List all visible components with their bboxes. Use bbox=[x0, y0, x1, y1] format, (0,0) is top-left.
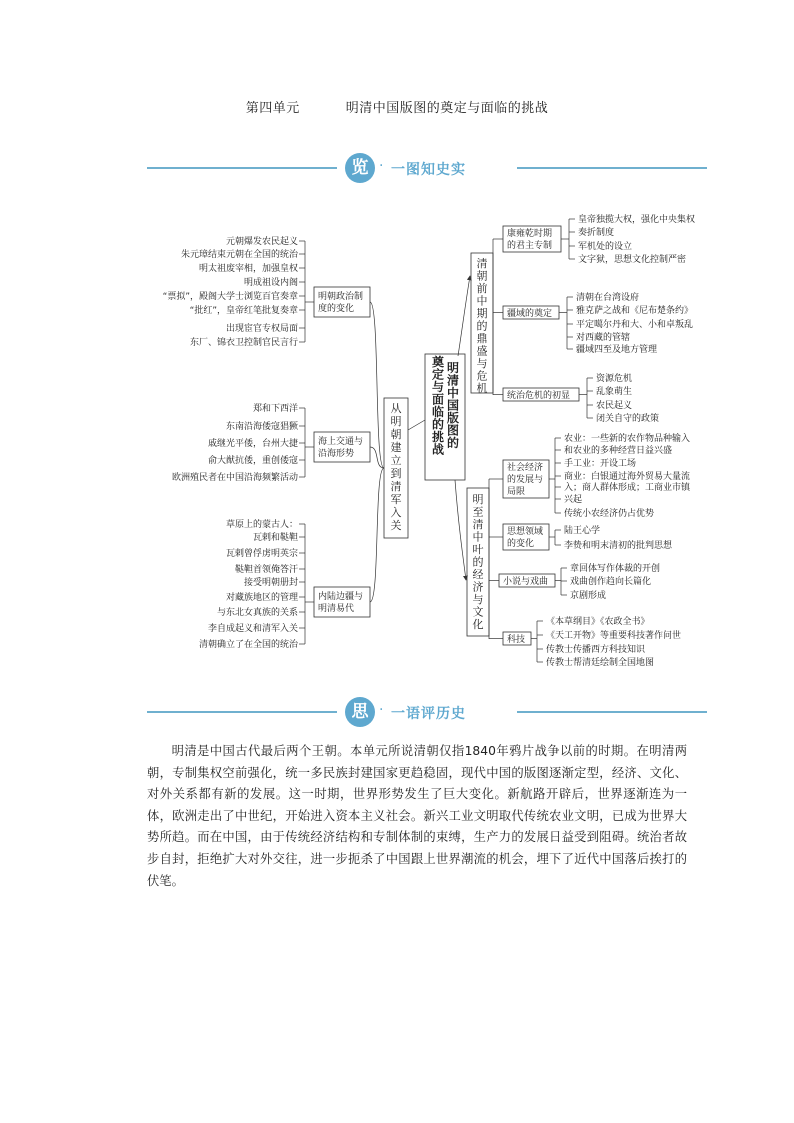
right-item: 商业：白银通过海外贸易大量流 bbox=[564, 472, 691, 482]
right-top-node-label: 前 bbox=[476, 282, 488, 295]
left-main-node-label: 从 bbox=[390, 402, 402, 415]
right-item: 雅克萨之战和《尼布楚条约》 bbox=[576, 306, 694, 316]
right-item: 农民起义 bbox=[596, 401, 633, 411]
left-item: 朱元璋结束元朝在全国的统治 bbox=[180, 250, 298, 260]
center-node-label: 战 bbox=[431, 442, 445, 457]
banner-subtitle: 一图知史实 bbox=[391, 162, 466, 178]
connector bbox=[370, 468, 384, 602]
right-item: 资源危机 bbox=[596, 374, 633, 384]
banner-dot: · bbox=[379, 158, 384, 174]
center-node-label: 明 bbox=[446, 361, 460, 375]
right-item: 文字狱，思想文化控制严密 bbox=[578, 255, 687, 265]
right-top-node-label: 清 bbox=[476, 257, 488, 270]
right-bottom-node-label: 化 bbox=[472, 618, 484, 631]
left-item: 明太祖废宰相，加强皇权 bbox=[198, 264, 298, 274]
right-group-label: 科技 bbox=[507, 635, 526, 645]
left-main-node-label: 军 bbox=[390, 493, 402, 506]
right-bottom-node-label: 叶 bbox=[472, 543, 484, 556]
right-bottom-node-label: 与 bbox=[472, 593, 484, 606]
right-item: 《本草纲目》《农政全书》 bbox=[546, 617, 650, 627]
center-node-label: 定 bbox=[431, 367, 445, 382]
left-group-label: 沿海形势 bbox=[318, 449, 355, 459]
center-node-label: 清 bbox=[446, 373, 460, 388]
left-group-label: 明朝政治制 bbox=[318, 292, 364, 302]
right-item: 传教士传播西方科技知识 bbox=[546, 645, 646, 655]
left-item: 东南沿海倭寇猖獗 bbox=[225, 422, 298, 432]
left-item: 东厂、锦衣卫控制官民言行 bbox=[189, 338, 298, 348]
right-item: 奏折制度 bbox=[578, 228, 615, 238]
right-item: 入；商人群体形成；工商业市镇 bbox=[564, 483, 691, 493]
right-bottom-node-label: 至 bbox=[472, 505, 484, 519]
center-node-label: 临 bbox=[431, 405, 445, 419]
center-node-label: 奠 bbox=[431, 355, 445, 369]
arrow bbox=[455, 480, 466, 580]
left-item: “票拟”，殿阁大学士浏览百官奏章 bbox=[162, 292, 298, 302]
left-item: 俞大猷抗倭，重创倭寇 bbox=[207, 456, 298, 466]
left-item: 对藏族地区的管理 bbox=[225, 593, 298, 603]
right-top-node-label: 中 bbox=[476, 294, 488, 308]
right-top-node-label: 朝 bbox=[476, 269, 488, 283]
left-main-node-label: 建 bbox=[390, 441, 402, 454]
right-top-node-label: 盛 bbox=[476, 344, 488, 358]
left-item: 草原上的蒙古人： bbox=[225, 520, 298, 530]
right-group-label: 的君主专制 bbox=[507, 241, 553, 251]
left-main-node-label: 明 bbox=[390, 415, 402, 428]
banner-icon: 思 bbox=[345, 697, 375, 727]
right-group-label: 的发展与 bbox=[507, 475, 544, 485]
left-main-node-label: 朝 bbox=[390, 428, 402, 441]
right-group-label: 小说与戏曲 bbox=[503, 577, 549, 587]
right-top-node-label: 与 bbox=[476, 357, 488, 370]
left-item: 鞑靼首领俺答汗 bbox=[234, 565, 298, 575]
right-item: 乱象萌生 bbox=[596, 387, 633, 397]
center-node-label: 图 bbox=[446, 423, 460, 438]
right-item: 和农业的多种经营日益兴盛 bbox=[564, 446, 673, 456]
right-item: 皇帝独揽大权，强化中央集权 bbox=[578, 215, 696, 225]
left-item: 戚继光平倭，台州大捷 bbox=[207, 439, 298, 449]
left-item: 瓦剌曾俘虏明英宗 bbox=[225, 549, 298, 559]
left-item: 郑和下西洋 bbox=[252, 404, 298, 414]
left-group-label: 内陆边疆与 bbox=[318, 592, 364, 602]
center-node-label: 挑 bbox=[431, 430, 445, 444]
left-item: 出现宦官专权局面 bbox=[225, 324, 298, 334]
right-group-label: 局限 bbox=[507, 487, 526, 497]
right-top-node-label: 机 bbox=[476, 382, 488, 395]
left-item: 元朝爆发农民起义 bbox=[225, 237, 298, 247]
right-bottom-node-label: 文 bbox=[472, 605, 484, 619]
left-group-label: 明清易代 bbox=[318, 604, 355, 614]
left-item: 清朝确立了在全国的统治 bbox=[198, 640, 298, 650]
banner-divider-left bbox=[147, 711, 337, 713]
right-item: 疆域四至及地方管理 bbox=[576, 345, 658, 355]
left-main-node-label: 关 bbox=[390, 519, 402, 532]
left-group-label: 度的变化 bbox=[318, 304, 355, 314]
right-item: 清朝在台湾设府 bbox=[576, 293, 640, 303]
right-group-label: 的变化 bbox=[507, 539, 535, 549]
right-item: 传教士帮清廷绘制全国地图 bbox=[546, 658, 655, 668]
connector bbox=[370, 302, 384, 468]
right-item: 农业：一些新的农作物品种输入 bbox=[564, 434, 691, 444]
left-item: 明成祖设内阁 bbox=[243, 278, 298, 288]
left-main-node-label: 到 bbox=[390, 467, 402, 480]
right-bottom-node-label: 济 bbox=[472, 580, 484, 594]
right-item: 对西藏的管辖 bbox=[576, 333, 631, 343]
left-item: 与东北女真族的关系 bbox=[216, 608, 298, 618]
right-top-node-label: 的 bbox=[476, 319, 488, 333]
banner-divider-right bbox=[517, 711, 707, 713]
left-main-node-label: 清 bbox=[390, 480, 402, 493]
right-top-node-label: 期 bbox=[476, 307, 488, 320]
left-item: 接受明朝册封 bbox=[243, 578, 298, 588]
right-item: 戏曲创作趋向长篇化 bbox=[570, 577, 652, 587]
unit-label: 第四单元 bbox=[245, 101, 300, 116]
right-group-label: 社会经济 bbox=[507, 463, 544, 473]
center-node-label: 与 bbox=[431, 380, 445, 394]
right-item: 兴起 bbox=[564, 495, 583, 505]
banner-icon: 览 bbox=[345, 153, 375, 183]
right-item: 手工业：开设工场 bbox=[564, 459, 637, 469]
right-group-label: 疆域的奠定 bbox=[507, 309, 553, 319]
right-item: 军机处的设立 bbox=[578, 242, 633, 252]
center-node-label: 国 bbox=[446, 398, 460, 413]
center-node-label: 的 bbox=[431, 417, 445, 432]
left-main-node-label: 立 bbox=[390, 454, 402, 467]
left-item: 欧洲殖民者在中国沿海频繁活动 bbox=[171, 473, 298, 483]
right-item: 章回体写作体裁的开创 bbox=[570, 564, 661, 574]
banner-subtitle: 一语评历史 bbox=[391, 706, 466, 722]
center-node-label: 面 bbox=[431, 392, 445, 407]
center-node-label: 中 bbox=[446, 386, 460, 400]
left-item: 李自成起义和清军入关 bbox=[207, 624, 298, 634]
center-node-label: 的 bbox=[446, 436, 460, 450]
left-item: “批红”，皇帝红笔批复奏章 bbox=[189, 306, 298, 316]
right-bottom-node-label: 的 bbox=[472, 555, 484, 569]
right-bottom-node-label: 明 bbox=[472, 493, 484, 506]
unit-name: 明清中国版图的奠定与面临的挑战 bbox=[345, 101, 549, 116]
right-bottom-node-label: 中 bbox=[472, 530, 484, 544]
banner-dot: · bbox=[379, 702, 384, 718]
summary-paragraph: 明清是中国古代最后两个王朝。本单元所说清朝仅指1840年鸦片战争以前的时期。在明清两朝，专制集权空前强化，统一多民族封建国家更趋稳固，现代中国的版图逐渐定型，经济、文化、对外关系都有新的发展。这一时期，世界形势发生了巨大变化。新航路开辟后，世界逐渐连为一体，欧洲走出了中世纪，开始进入资本主义社会。新兴工业文明取代传统农业文明，已成为世界大势所趋。而在中国，由于传统经济结构和专制体制的束缚，生产力的发展日益受到阻碍。统治者故步自封，拒绝扩大对外交往，进一步扼杀了中国跟上世界潮流的机会，埋下了近代中国落后挨打的伏笔。 bbox=[147, 744, 687, 888]
right-item: 平定噶尔丹和大、小和卓叛乱 bbox=[576, 320, 694, 330]
right-item: 陆王心学 bbox=[564, 526, 601, 536]
right-group-label: 康雍乾时期 bbox=[507, 229, 553, 239]
right-top-node-label: 鼎 bbox=[476, 332, 488, 345]
right-item: 京剧形成 bbox=[570, 591, 607, 601]
connector bbox=[408, 420, 425, 430]
arrow bbox=[458, 276, 470, 356]
left-item: 瓦剌和鞑靼 bbox=[252, 533, 298, 543]
right-bottom-node-label: 清 bbox=[472, 518, 484, 531]
right-item: 传统小农经济仍占优势 bbox=[564, 509, 655, 519]
center-node-label: 版 bbox=[446, 411, 460, 425]
right-item: 闭关自守的政策 bbox=[596, 414, 660, 424]
left-main-node-label: 入 bbox=[390, 506, 402, 519]
right-group-label: 思想领域 bbox=[507, 527, 544, 537]
right-group-label: 统治危机的初显 bbox=[507, 391, 571, 401]
right-item: 李贽和明末清初的批判思想 bbox=[564, 541, 673, 551]
right-top-node-label: 危 bbox=[476, 369, 488, 383]
right-item: 《天工开物》等重要科技著作问世 bbox=[546, 631, 682, 641]
section-banner-comment bbox=[147, 697, 707, 727]
left-group-label: 海上交通与 bbox=[318, 437, 364, 447]
right-bottom-node-label: 经 bbox=[472, 568, 484, 581]
